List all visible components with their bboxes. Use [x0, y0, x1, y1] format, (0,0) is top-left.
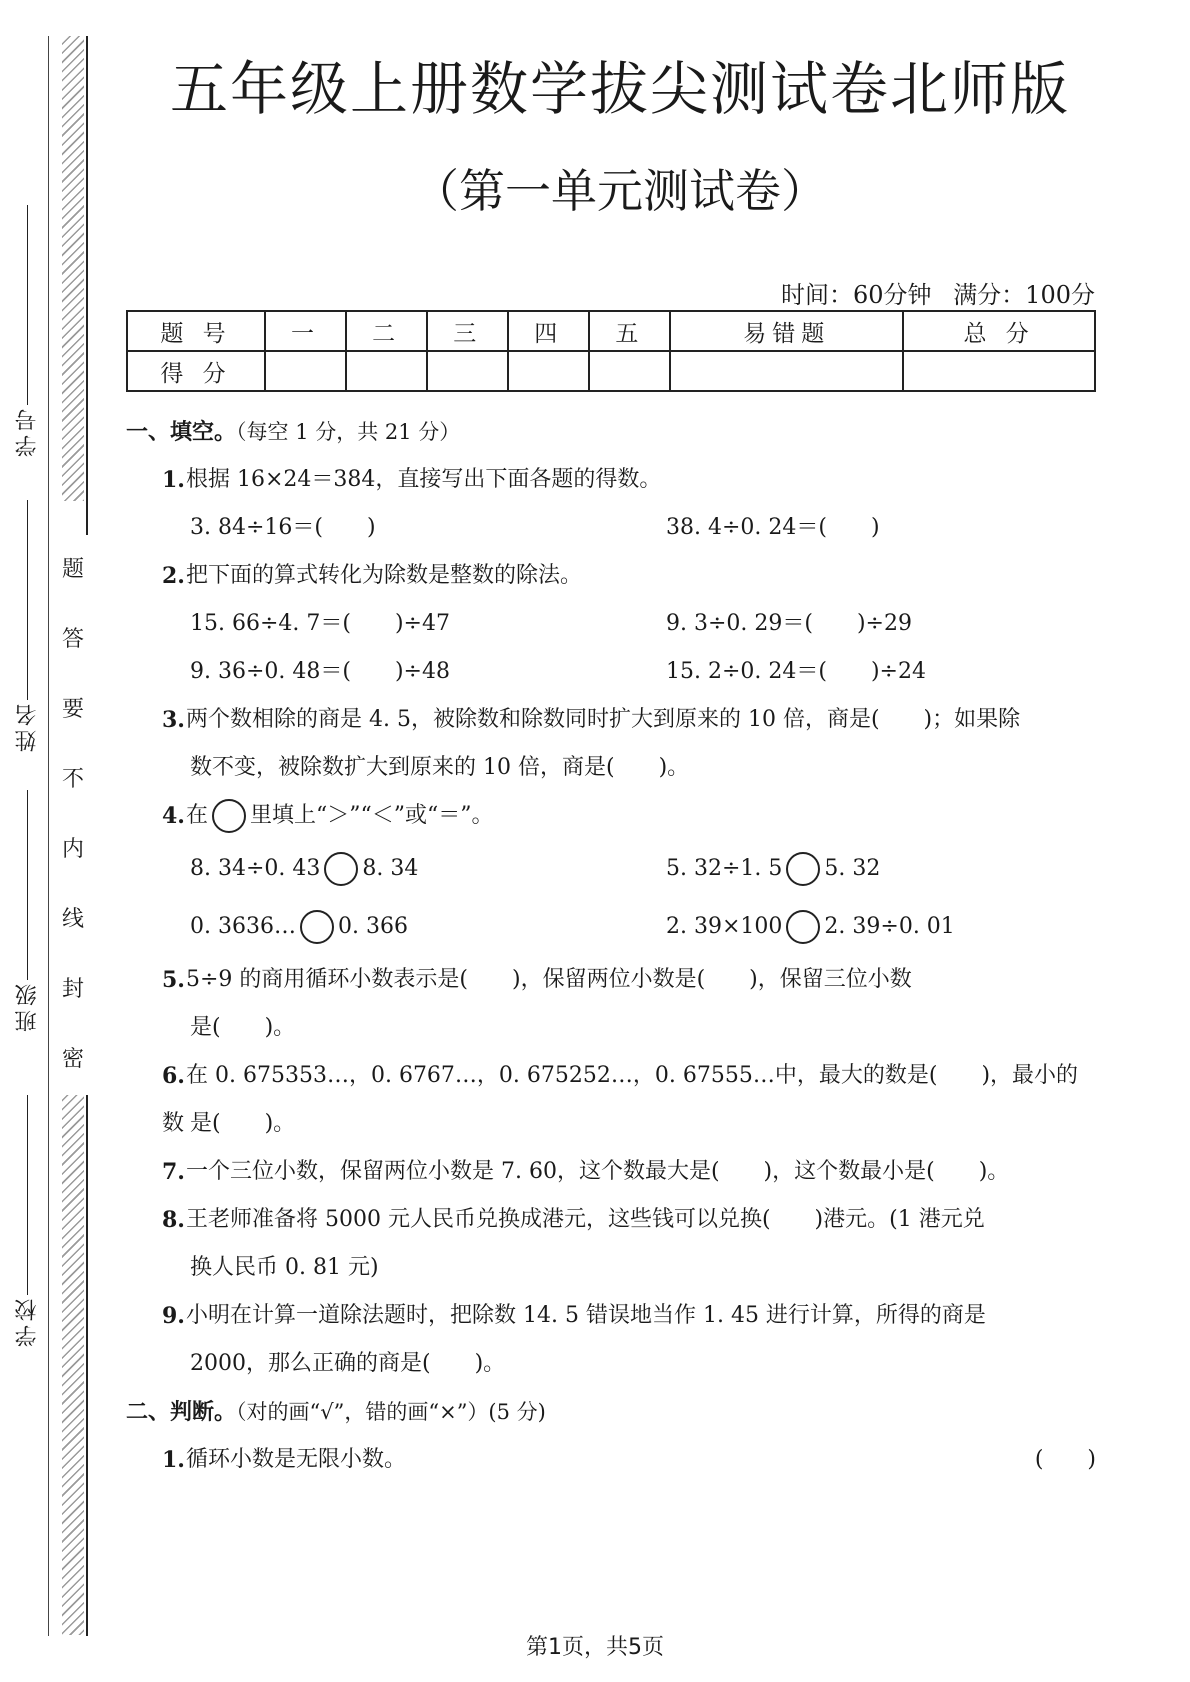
school-field[interactable]: [10, 1095, 44, 1347]
score-cell[interactable]: [427, 351, 508, 391]
score-cell[interactable]: [903, 351, 1095, 391]
question-1-9-cont: 2000，那么正确的商是( )。: [190, 1351, 506, 1376]
score-cell[interactable]: [265, 351, 346, 391]
question-1-6: 6. 在 0. 675353…，0. 6767…，0. 675252…，0. 67555…中，最大的数是( )，最小的数: [162, 1063, 1079, 1136]
score-cell[interactable]: [346, 351, 427, 391]
class-label: 班级: [14, 980, 40, 1032]
question-1-4-items-a: 8. 34÷0. 43 8. 34 5. 32÷1. 5 5. 32: [126, 840, 1096, 898]
answer-circle[interactable]: [300, 910, 334, 944]
circle-icon: [212, 799, 246, 833]
exam-content: [126, 408, 1096, 1484]
binding-hatch-top: [62, 36, 84, 501]
question-1-2: 2. 把下面的算式转化为除数是整数的除法。: [162, 563, 583, 589]
student-id-field[interactable]: [10, 205, 44, 457]
question-1-8: 8. 王老师准备将 5000 元人民币兑换成港元，这些钱可以兑换( )港元。(1 港元兑: [162, 1207, 985, 1233]
score-cell[interactable]: [589, 351, 670, 391]
answer-circle[interactable]: [324, 852, 358, 886]
section-2-heading: 二、判断。（对的画“√”，错的画“×”）(5 分): [126, 1399, 546, 1425]
question-1-5-cont: 是( )。: [190, 1015, 296, 1040]
binding-hatch-bottom: [62, 1065, 84, 1635]
question-1-6-cont: 是( )。: [190, 1111, 296, 1136]
question-1-4-items-b: 0. 3636… 0. 366 2. 39×100 2. 39÷0. 01: [126, 898, 1096, 956]
page-footer: 第1页，共5页: [526, 1635, 664, 1660]
question-1-1-items: 3. 84÷16＝( ) 38. 4÷0. 24＝( ): [190, 515, 880, 540]
page-title: 五年级上册数学拔尖测试卷北师版: [169, 55, 1070, 123]
full-score: 满分：100分: [953, 281, 1095, 309]
question-1-3-cont: 数不变，被除数扩大到原来的 10 倍，商是( )。: [190, 755, 690, 780]
seal-line-text: 题 答 要 不 内 线 封 密: [56, 535, 90, 1095]
question-2-1: 1. 循环小数是无限小数。 ( ): [126, 1436, 1096, 1484]
question-1-9: 9. 小明在计算一道除法题时，把除数 14. 5 错误地当作 1. 45 进行计算，所得的商是: [162, 1303, 986, 1329]
question-1-8-cont: 换人民币 0. 81 元): [190, 1255, 379, 1280]
score-table: [126, 310, 1096, 392]
exam-info: [767, 275, 1095, 310]
question-1-2-items-b: 9. 36÷0. 48＝( )÷48 15. 2÷0. 24＝( )÷24: [190, 659, 926, 684]
score-cell[interactable]: [670, 351, 903, 391]
binding-rule-inner: [48, 36, 49, 1636]
student-name-label: 姓名: [14, 700, 40, 752]
score-table-score-row: 得 分: [127, 351, 1095, 391]
judgement-blank[interactable]: ( ): [1034, 1447, 1096, 1472]
answer-circle[interactable]: [786, 910, 820, 944]
page-subtitle: （第一单元测试卷）: [413, 164, 827, 218]
question-1-5: 5. 5÷9 的商用循环小数表示是( )，保留两位小数是( )，保留三位小数: [162, 967, 912, 993]
score-table-header-row: 题 号 一 二 三 四 五 易错题 总 分: [127, 311, 1095, 351]
question-1-2-items-a: 15. 66÷4. 7＝( )÷47 9. 3÷0. 29＝( )÷29: [190, 611, 912, 636]
time-limit: 时间：60分钟: [781, 281, 932, 309]
student-id-label: 学号: [14, 405, 40, 457]
school-label: 学校: [14, 1295, 40, 1347]
question-1-3: 3. 两个数相除的商是 4. 5，被除数和除数同时扩大到原来的 10 倍，商是( )；如果除: [162, 707, 1021, 733]
question-1-7: 7. 一个三位小数，保留两位小数是 7. 60，这个数最大是( )，这个数最小是( )。: [162, 1159, 1010, 1185]
question-1-1: 1. 根据 16×24＝384，直接写出下面各题的得数。: [162, 467, 662, 493]
student-name-field[interactable]: [10, 500, 44, 752]
answer-circle[interactable]: [786, 852, 820, 886]
score-cell[interactable]: [508, 351, 589, 391]
class-field[interactable]: [10, 790, 44, 1032]
section-1-heading: 一、填空。（每空 1 分，共 21 分）: [126, 419, 461, 445]
question-1-4: 4. 在 里填上“＞”“＜”或“＝”。: [126, 792, 1096, 840]
